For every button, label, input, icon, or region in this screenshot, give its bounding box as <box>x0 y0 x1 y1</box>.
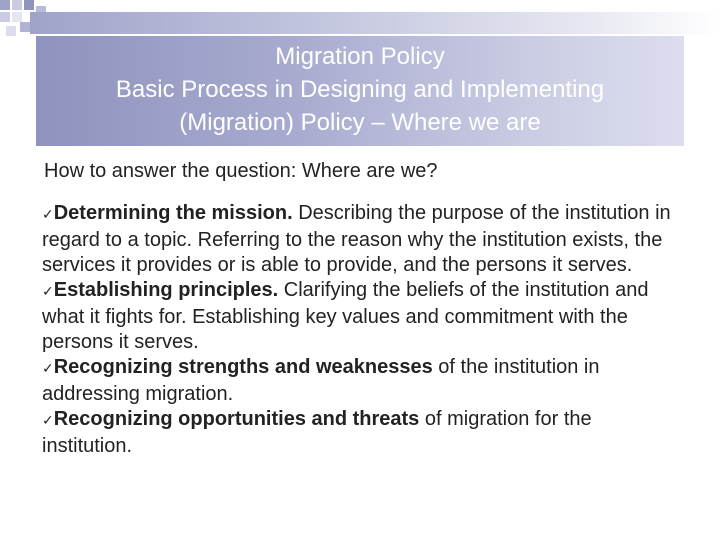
corner-square <box>0 0 10 10</box>
corner-square <box>12 0 22 10</box>
item-text: of the institution in addressing migration. <box>42 356 600 405</box>
checklist-item-principles <box>42 278 678 355</box>
checklist-item-mission <box>42 201 678 278</box>
checkmark-icon: ✓ <box>42 413 54 429</box>
checkmark-icon: ✓ <box>42 207 54 223</box>
corner-square <box>24 0 34 10</box>
item-heading: Establishing principles. <box>53 279 279 301</box>
item-heading: Recognizing opportunities and threats <box>53 408 420 430</box>
item-heading: Determining the mission. <box>53 202 293 224</box>
corner-square <box>6 26 16 36</box>
checkmark-icon: ✓ <box>42 361 54 377</box>
item-text: of migration for the institution. <box>42 408 592 457</box>
slide-title-box <box>36 36 684 146</box>
checklist <box>42 201 678 459</box>
slide-title-line-1: Migration Policy <box>275 43 445 70</box>
item-text: Describing the purpose of the institution in regard to a topic. Referring to the reason why the institution exists, the services it provides or is able to provide, and the persons it serves. <box>42 202 671 276</box>
corner-square <box>20 22 30 32</box>
slide-title-line-3: (Migration) Policy – Where we are <box>179 109 541 136</box>
checklist-item-opportunities <box>42 407 678 459</box>
slide-title-line-2: Basic Process in Designing and Implementing <box>115 76 605 103</box>
item-text: Clarifying the beliefs of the institution and what it fights for. Establishing key values and commitment with the persons it serves. <box>42 279 649 353</box>
question-text: How to answer the question: Where are we? <box>44 160 438 182</box>
checkmark-icon: ✓ <box>42 284 54 300</box>
corner-square <box>12 12 22 22</box>
checklist-item-strengths <box>42 355 678 407</box>
item-heading: Recognizing strengths and weaknesses <box>53 356 433 378</box>
header-band <box>30 12 720 34</box>
corner-square <box>0 12 10 22</box>
